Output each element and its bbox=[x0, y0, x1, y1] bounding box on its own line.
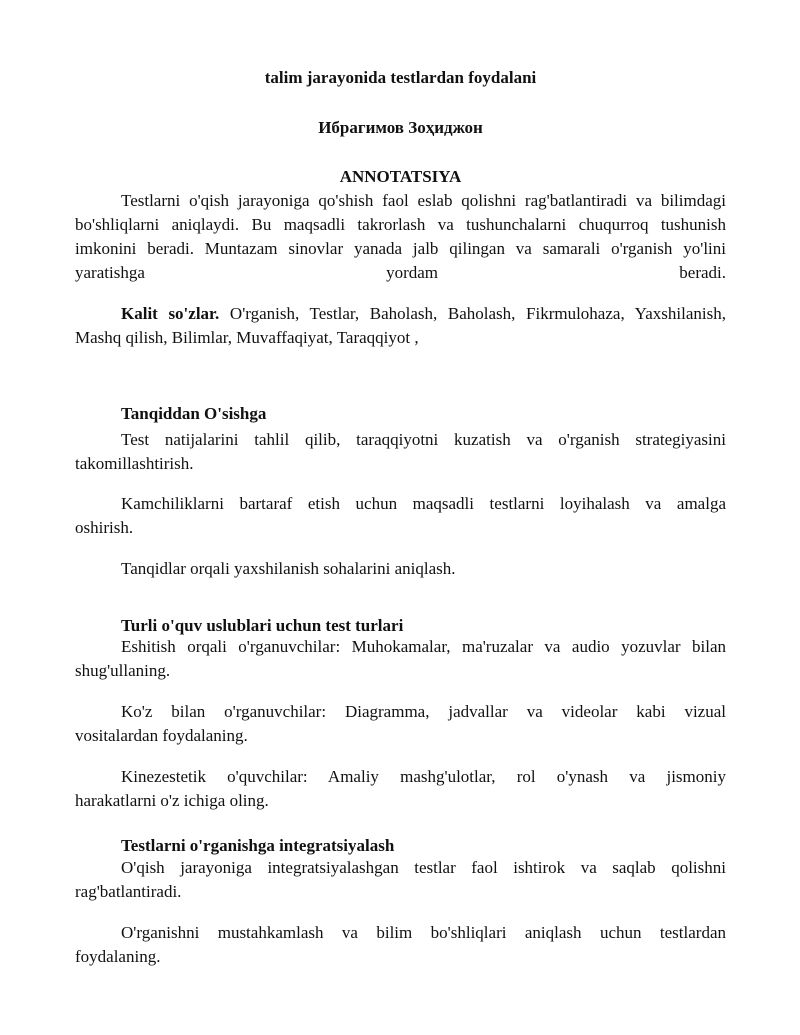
paragraph-line: Test natijalarini tahlil qilib, taraqqiyotni kuzatish va o'rganish strategiyasini bbox=[121, 430, 726, 449]
keywords-line bbox=[121, 302, 726, 326]
section-heading: Tanqiddan O'sishga bbox=[121, 404, 267, 423]
paragraph-line: Ko'z bilan o'rganuvchilar: Diagramma, jadvallar va videolar kabi vizual bbox=[121, 702, 726, 721]
paragraph-line: rag'batlantiradi. bbox=[75, 882, 182, 901]
paragraph-line: takomillashtirish. bbox=[75, 454, 194, 473]
keywords-text: O'rganish, Testlar, Baholash, Baholash, Fikrmulohaza, Yaxshilanish, bbox=[229, 304, 726, 323]
annotation-line: Testlarni o'qish jarayoniga qo'shish faol eslab qolishni rag'batlantiradi va bilimdagi bbox=[121, 191, 726, 210]
keywords-text: Mashq qilish, Bilimlar, Muvaffaqiyat, Taraqqiyot , bbox=[75, 328, 419, 347]
paragraph-line: Tanqidlar orqali yaxshilanish sohalarini aniqlash. bbox=[121, 559, 456, 578]
annotation-line: yaratishga yordam beradi. bbox=[75, 263, 726, 282]
paragraph-line: Kamchiliklarni bartaraf etish uchun maqsadli testlarni loyihalash va amalga bbox=[121, 494, 726, 513]
paragraph-line: vositalardan foydalaning. bbox=[75, 726, 248, 745]
paragraph-line: oshirish. bbox=[75, 518, 134, 537]
paragraph-line: O'qish jarayoniga integratsiyalashgan testlar faol ishtirok va saqlab qolishni bbox=[121, 858, 726, 877]
document-title: talim jarayonida testlardan foydalani bbox=[264, 68, 537, 87]
paragraph-line: foydalaning. bbox=[75, 947, 161, 966]
paragraph-line: Kinezestetik o'quvchilar: Amaliy mashg'ulotlar, rol o'ynash va jismoniy bbox=[121, 767, 726, 786]
paragraph-line: O'rganishni mustahkamlash va bilim bo'shliqlari aniqlash uchun testlardan bbox=[121, 923, 726, 942]
paragraph-line: shug'ullaning. bbox=[75, 661, 171, 680]
section-heading: Turli o'quv uslublari uchun test turlari bbox=[121, 616, 404, 635]
annotation-line: imkonini beradi. Muntazam sinovlar yanada jalb qilingan va samarali o'rganish yo'lini bbox=[75, 239, 726, 258]
section-heading: Testlarni o'rganishga integratsiyalash bbox=[121, 836, 395, 855]
keywords-label: Kalit so'zlar. bbox=[121, 304, 220, 323]
author-name: Ибрагимов Зоҳиджон bbox=[318, 118, 483, 137]
annotation-heading: ANNOTATSIYA bbox=[339, 167, 462, 186]
paragraph-line: Eshitish orqali o'rganuvchilar: Muhokamalar, ma'ruzalar va audio yozuvlar bilan bbox=[121, 637, 726, 656]
annotation-line: bo'shliqlarni aniqlaydi. Bu maqsadli takrorlash va tushunchalarni chuqurroq tushunish bbox=[75, 215, 726, 234]
paragraph-line: harakatlarni o'z ichiga oling. bbox=[75, 791, 269, 810]
